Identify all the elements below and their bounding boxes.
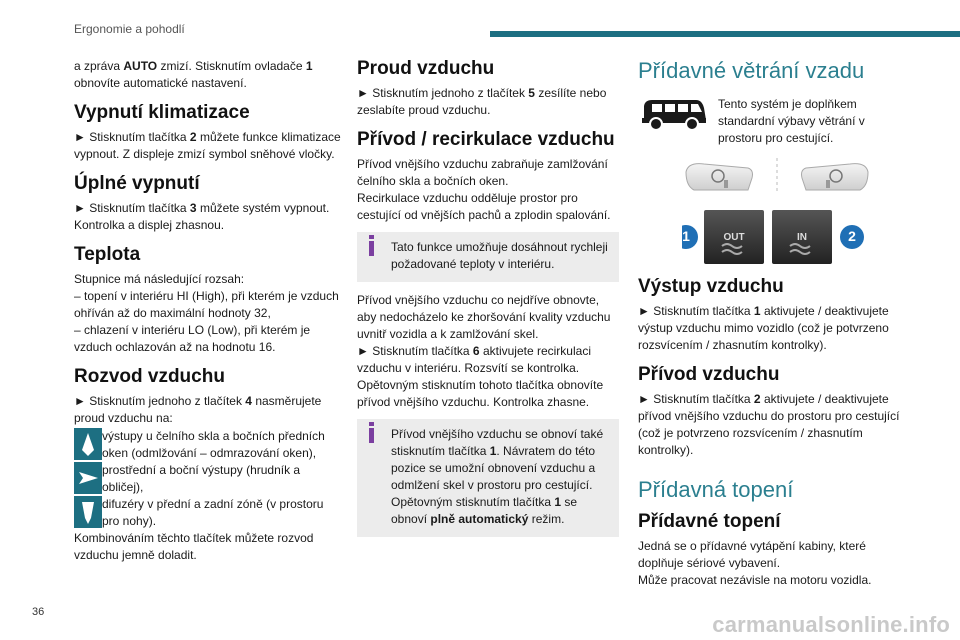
air-distribution-text: ► Stisknutím jednoho z tlačítek 4 nasměrujete proud vzduchu na:: [74, 394, 322, 425]
running-header: Ergonomie a pohodlí: [74, 22, 185, 36]
info-icon: [369, 428, 374, 443]
van-icon: [640, 96, 708, 137]
temperature-line: – topení v interiéru HI (High), při kterém je vzduch ohříván až do maximální hodnoty 32,: [74, 289, 339, 320]
air-flow-text: ► Stisknutím jednoho z tlačítek 5 zesílíte nebo zeslabíte proud vzduchu.: [357, 86, 607, 117]
rear-ventilation-title: Přídavné větrání vzadu: [638, 58, 865, 83]
badge-2: 2: [848, 228, 856, 244]
air-distribution-outro: Kombinováním těchto tlačítek můžete rozvod vzduchu jemně doladit.: [74, 531, 314, 562]
air-outlet-heading: Výstup vzduchu: [638, 276, 784, 297]
out-button-label: OUT: [723, 232, 745, 243]
header-accent-bar: [490, 31, 960, 37]
intake-recirc-heading: Přívod / recirkulace vzduchu: [357, 129, 615, 150]
info-note: Tato funkce umožňuje dosáhnout rychleji požadované teploty v interiéru.: [357, 232, 619, 282]
temperature-heading: Teplota: [74, 244, 141, 265]
recirc-instruction: ► Stisknutím tlačítka 6 aktivujete recirkulaci vzduchu v interiéru. Rozsvítí se kontrolka. Opětovným stisknutím tohoto tlačítka obnovíte přívod vnějšího vzduchu. Kontrolka zhasne.: [357, 344, 604, 409]
info-icon: [369, 241, 374, 256]
column-1: [74, 58, 344, 564]
ac-off-heading: Vypnutí klimatizace: [74, 102, 250, 123]
aux-heater-heading: Přídavné topení: [638, 511, 781, 532]
watermark: carmanualsonline.info: [712, 612, 950, 637]
air-distribution-heading: Rozvod vzduchu: [74, 366, 225, 387]
aux-heating-section-title: Přídavná topení: [638, 477, 794, 502]
air-intake-text: ► Stisknutím tlačítka 2 aktivujete / deaktivujete přívod vnějšího vzduchu do prostoru pro cestující (což je potvrzeno rozsvícením / zhasnutím kontrolky).: [638, 392, 900, 457]
windscreen-vent-icon: [74, 428, 102, 460]
temperature-line: – chlazení v interiéru LO (Low), při kterém je vzduch ochlazován až na hodnotu 16.: [74, 323, 311, 354]
in-button-label: IN: [797, 232, 807, 243]
page-number: 36: [32, 606, 45, 618]
rear-vent-control-illustration: [682, 158, 872, 273]
air-intake-heading: Přívod vzduchu: [638, 364, 780, 385]
rear-ventilation-text: Tento systém je doplňkem standardní výbavy větrání v prostoru pro cestující.: [718, 97, 865, 145]
distribution-item-face: prostřední a boční výstupy (hrudník a obličej),: [74, 462, 344, 496]
aux-heater-line: Jedná se o přídavné vytápění kabiny, které doplňuje sériové vybavení.: [638, 539, 866, 570]
feet-vent-icon: [74, 496, 102, 528]
info-note: Přívod vnějšího vzduchu se obnoví také stisknutím tlačítka 1. Návratem do této pozice se umožní obnovení vzduchu a odmlžení skel v prostoru pro cestující. Opětovným stisknutím tlačítka 1 se obnoví plně automatický režim.: [357, 419, 619, 537]
distribution-item-feet: difuzéry v přední a zadní zóně (v prostoru pro nohy).: [74, 496, 344, 530]
face-vent-icon: [74, 462, 102, 494]
ac-off-text: ► Stisknutím tlačítka 2 můžete funkce klimatizace vypnout. Z displeje zmizí symbol sněhové vločky.: [74, 130, 341, 161]
column-3-lower: [638, 276, 900, 589]
recirc-line: Recirkulace vzduchu odděluje prostor pro cestující od vnějších pachů a zplodin spalování.: [357, 191, 611, 222]
aux-heater-line: Může pracovat nezávisle na motoru vozidla.: [638, 573, 872, 587]
air-outlet-text: ► Stisknutím tlačítka 1 aktivujete / deaktivujete výstup vzduchu mimo vozidlo (což je potvrzeno rozsvícením / zhasnutím kontrolky).: [638, 304, 889, 352]
column-2: [357, 58, 619, 547]
intro-paragraph: a zpráva AUTO zmizí. Stisknutím ovladače 1 obnovíte automatické nastavení.: [74, 59, 313, 90]
recirc-line: Přívod vnějšího vzduchu zabraňuje zamlžování čelního skla a bočních oken.: [357, 157, 608, 188]
temperature-line: Stupnice má následující rozsah:: [74, 272, 245, 286]
full-off-text: ► Stisknutím tlačítka 3 můžete systém vypnout. Kontrolka a displej zhasnou.: [74, 201, 330, 232]
recirc-paragraph: Přívod vnějšího vzduchu co nejdříve obnovte, aby nedocházelo ke zhoršování kvality vzduchu uvnitř vozidla a k zamlžování skel.: [357, 293, 611, 341]
full-off-heading: Úplné vypnutí: [74, 173, 200, 194]
badge-1: 1: [682, 228, 690, 244]
air-flow-heading: Proud vzduchu: [357, 58, 495, 79]
distribution-item-windscreen: výstupy u čelního skla a bočních předních oken (odmlžování – odmrazování oken),: [74, 428, 344, 462]
